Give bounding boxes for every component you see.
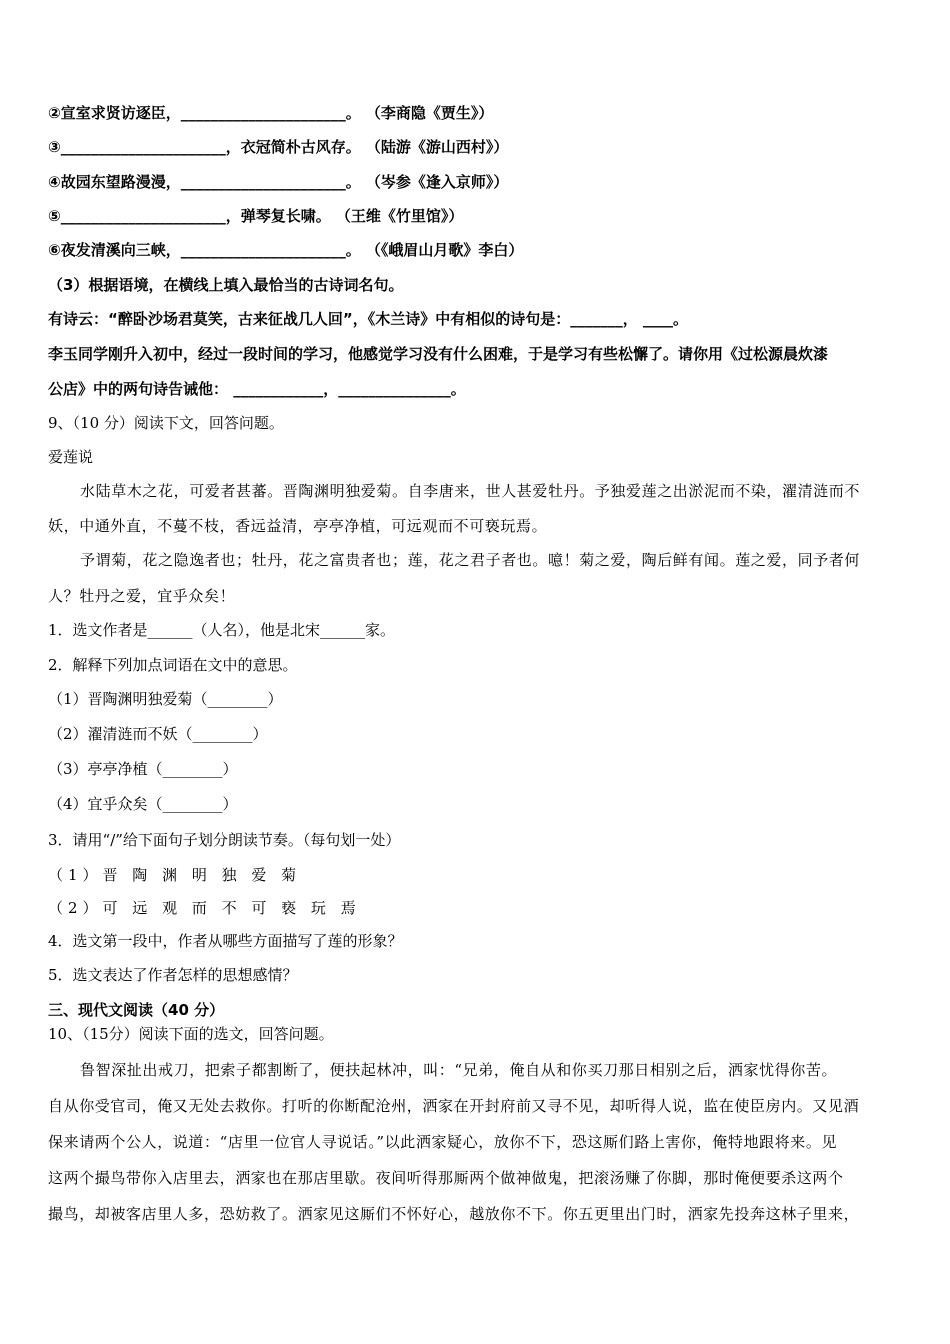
passage-para2-line2: 人？牡丹之爱，宜乎众矣！ <box>48 587 236 605</box>
sub-question-2-item-4: （4）宜乎众矣（________） <box>48 795 238 813</box>
section-3-title: 三、现代文阅读（40 分） <box>48 1001 225 1019</box>
q3-question-b-line2: 公店》中的两句诗告诫他： ____________，_______________。 <box>48 380 466 398</box>
passage-para1-line1: 水陆草木之花，可爱者甚蕃。晋陶渊明独爱菊。自李唐来，世人甚爱牡丹。予独爱莲之出淤泥而不染，濯清涟而不 <box>80 482 861 500</box>
q10-passage-line2: 自从你受官司，俺又无处去救你。打听的你断配沧州，洒家在开封府前又寻不见，却听得人说，监在使臣房内。又见酒 <box>48 1097 860 1115</box>
sub-question-2-item-2: （2）濯清涟而不妖（________） <box>48 725 268 743</box>
sub-question-3-item-1: （1）晋 陶 渊 明 独 爱 菊 <box>48 866 302 884</box>
poem-fill-line-2: ②宣室求贤访逐臣，______________________。 （李商隐《贾生》） <box>48 104 494 122</box>
poem-fill-line-5: ⑤______________________，弹琴复长啸。 （王维《竹里馆》） <box>48 207 464 225</box>
q3-question-a: 有诗云：“醉卧沙场君莫笑，古来征战几人回”，《木兰诗》中有相似的诗句是：_______， ____。 <box>48 310 688 328</box>
q9-header: 9、（10 分）阅读下文，回答问题。 <box>48 414 284 432</box>
q10-passage-line4: 这两个撮鸟带你入店里去，洒家也在那店里歇。夜间听得那厮两个做神做鬼，把滚汤赚了你脚，那时俺便要杀这两个 <box>48 1169 844 1187</box>
q10-passage-line1: 鲁智深扯出戒刀，把索子都割断了，便扶起林冲，叫：“兄弟，俺自从和你买刀那日相别之后，洒家忧得你苦。 <box>80 1061 838 1079</box>
sub-question-2-item-3: （3）亭亭净植（________） <box>48 760 238 778</box>
poem-fill-line-4: ④故园东望路漫漫，______________________。 （岑参《逢入京师》） <box>48 173 509 191</box>
q3-question-b-line1: 李玉同学刚升入初中，经过一段时间的学习，他感觉学习没有什么困难，于是学习有些松懈了。请你用《过松源晨炊漆 <box>48 345 829 363</box>
q10-header: 10、（15分）阅读下面的选文，回答问题。 <box>48 1025 334 1043</box>
passage-para1-line2: 妖，中通外直，不蔓不枝，香远益清，亭亭净植，可远观而不可亵玩焉。 <box>48 517 548 535</box>
sub-question-3: 3．请用“/”给下面句子划分朗读节奏。（每句划一处） <box>48 831 401 849</box>
sub-question-2: 2．解释下列加点词语在文中的意思。 <box>48 656 298 674</box>
poem-fill-line-6: ⑥夜发清溪向三峡，______________________。 （《峨眉山月歌》李白） <box>48 241 524 259</box>
sub-question-3-item-2: （2）可 远 观 而 不 可 亵 玩 焉 <box>48 899 361 917</box>
passage-para2-line1: 予谓菊，花之隐逸者也；牡丹，花之富贵者也；莲，花之君子者也。噫！菊之爱，陶后鲜有闻。莲之爱，同予者何 <box>80 551 861 569</box>
q10-passage-line5: 撮鸟，却被客店里人多，恐妨救了。洒家见这厮们不怀好心，越放你不下。你五更里出门时，洒家先投奔这林子里来， <box>48 1205 860 1223</box>
sub-question-1: 1．选文作者是______（人名），他是北宋______家。 <box>48 621 396 639</box>
sub-question-5: 5．选文表达了作者怎样的思想感情？ <box>48 966 298 984</box>
q3-instruction: （3）根据语境，在横线上填入最恰当的古诗词名句。 <box>48 276 404 294</box>
passage-title: 爱莲说 <box>48 448 94 466</box>
poem-fill-line-3: ③______________________，衣冠简朴古风存。 （陆游《游山西村》） <box>48 138 509 156</box>
sub-question-4: 4．选文第一段中，作者从哪些方面描写了莲的形象？ <box>48 932 403 950</box>
sub-question-2-item-1: （1）晋陶渊明独爱菊（________） <box>48 690 283 708</box>
q10-passage-line3: 保来请两个公人，说道：“店里一位官人寻说话。”以此洒家疑心，放你不下，恐这厮们路上害你，俺特地跟将来。见 <box>48 1133 838 1151</box>
